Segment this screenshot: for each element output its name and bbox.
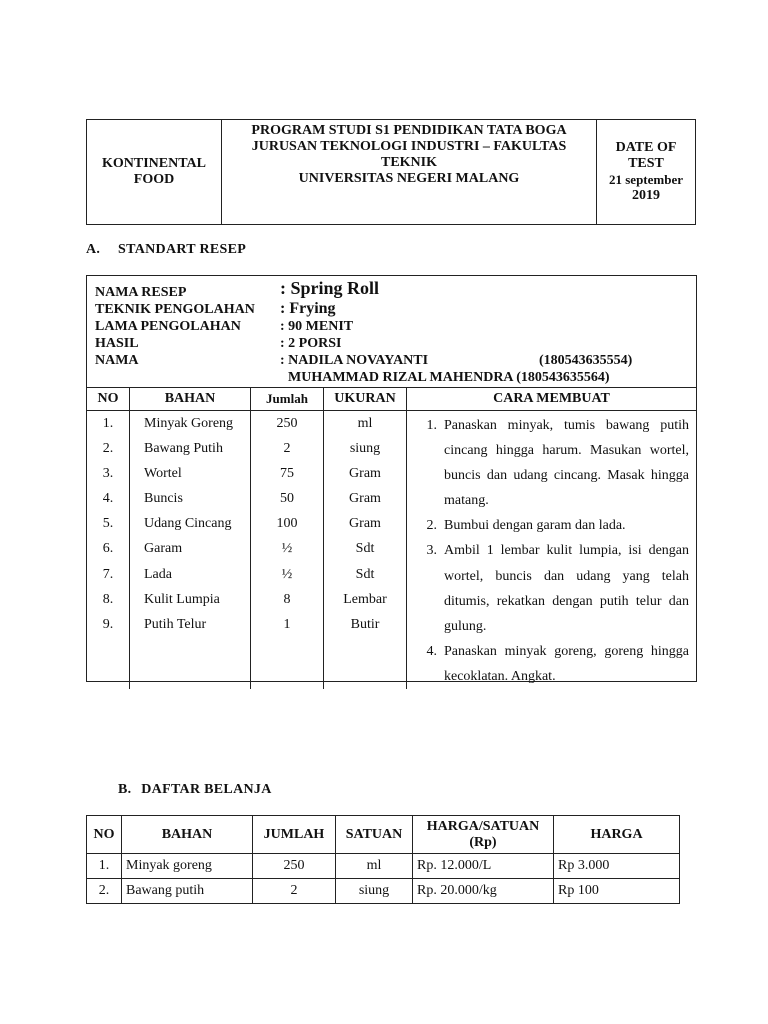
ingredients-table xyxy=(87,387,696,689)
ingredient-unit: Gram xyxy=(349,466,381,482)
recipe-duration-row xyxy=(95,319,353,335)
ingredient-unit: Gram xyxy=(349,491,381,507)
col-no-header: NO xyxy=(87,388,130,411)
method-step-text: Panaskan minyak goreng, goreng hingga kecoklatan. Angkat. xyxy=(444,643,689,684)
shop-unit-price: Rp. 20.000/kg xyxy=(413,879,554,904)
ingredient-name: Putih Telur xyxy=(144,616,207,632)
shop-qty: 2 xyxy=(253,879,336,904)
ingredient-name: Garam xyxy=(144,541,183,557)
ingredient-qty: ½ xyxy=(281,541,293,557)
ingredient-name: Minyak Goreng xyxy=(144,416,234,431)
header-institution-cell xyxy=(222,120,597,225)
ingredient-qty: ½ xyxy=(281,566,293,582)
recipe-technique-value: : Frying xyxy=(280,300,336,317)
shop-col-harga-header: HARGA xyxy=(554,816,680,854)
col-no-cells xyxy=(87,411,130,690)
ingredient-qty: 75 xyxy=(280,466,294,482)
recipe-author-label: NAMA xyxy=(95,353,139,368)
method-step-text: Ambil 1 lembar kulit lumpia, isi dengan wortel, buncis dan udang yang telah ditumis, rekatkan dengan putih telur dan gulung. xyxy=(444,543,689,634)
ingredient-name: Bawang Putih xyxy=(144,441,223,457)
method-step-number: 4. xyxy=(426,643,437,659)
header-institution-line: PROGRAM STUDI S1 PENDIDIKAN TATA BOGA xyxy=(251,123,567,138)
method-step xyxy=(407,413,689,513)
header-institution-line: JURUSAN TEKNOLOGI INDUSTRI – FAKULTAS xyxy=(251,139,567,154)
header-date-line: 2019 xyxy=(632,188,660,203)
ingredients-header-row xyxy=(87,388,696,411)
ingredient-name: Wortel xyxy=(144,466,182,482)
recipe-duration-label: LAMA PENGOLAHAN xyxy=(95,319,241,334)
shop-unit: siung xyxy=(336,879,413,904)
table-row xyxy=(87,854,680,879)
section-b-heading xyxy=(118,782,272,798)
section-a-letter: A. xyxy=(86,242,101,257)
ingredient-unit: Sdt xyxy=(355,566,375,582)
ingredient-no: 8. xyxy=(102,591,114,607)
header-institution-line: UNIVERSITAS NEGERI MALANG xyxy=(298,171,520,186)
method-step-number: 1. xyxy=(426,418,437,433)
recipe-author-2: MUHAMMAD RIZAL MAHENDRA (180543635564) xyxy=(288,370,610,385)
ingredient-name: Kulit Lumpia xyxy=(144,591,220,607)
section-a-title: STANDART RESEP xyxy=(118,242,247,257)
ingredient-name: Lada xyxy=(144,566,172,582)
header-institution-line: TEKNIK xyxy=(380,155,437,170)
col-ukuran-header: UKURAN xyxy=(324,388,407,411)
ingredient-name: Buncis xyxy=(144,491,183,507)
col-bahan-header: BAHAN xyxy=(130,388,251,411)
recipe-author-1: : NADILA NOVAYANTI xyxy=(280,353,429,368)
recipe-duration-value: : 90 MENIT xyxy=(280,319,354,334)
shop-qty: 250 xyxy=(253,854,336,879)
method-step-number: 2. xyxy=(426,518,437,534)
recipe-yield-value: : 2 PORSI xyxy=(280,336,342,351)
col-cara-header: CARA MEMBUAT xyxy=(407,388,697,411)
shop-item: Bawang putih xyxy=(122,879,253,904)
ingredient-no: 2. xyxy=(102,441,114,457)
recipe-name-value: : Spring Roll xyxy=(280,278,380,298)
ingredient-qty: 250 xyxy=(276,416,298,431)
shop-col-no-header: NO xyxy=(87,816,122,854)
table-row xyxy=(87,879,680,904)
shop-price: Rp 3.000 xyxy=(554,854,680,879)
recipe-author-row xyxy=(95,353,428,369)
header-date-line: TEST xyxy=(628,156,664,171)
ingredient-qty: 1 xyxy=(283,616,291,632)
recipe-technique-row xyxy=(95,301,336,318)
section-b-letter: B. xyxy=(118,782,132,797)
header-date-cell xyxy=(597,120,696,225)
header-date-line: 21 september xyxy=(608,172,683,187)
shopping-table xyxy=(86,815,680,904)
ingredient-unit: Butir xyxy=(350,616,380,632)
method-step xyxy=(407,513,689,538)
ingredient-name: Udang Cincang xyxy=(144,516,232,532)
header-course-cell xyxy=(87,120,222,225)
shop-no: 2. xyxy=(87,879,122,904)
ingredient-qty: 50 xyxy=(280,491,294,507)
ingredient-no: 1. xyxy=(102,416,114,431)
header-course-line: FOOD xyxy=(133,172,175,187)
recipe-name-row xyxy=(95,280,379,299)
document-header xyxy=(86,119,696,225)
col-jumlah-cells xyxy=(251,411,324,690)
shopping-header-row xyxy=(87,816,680,854)
ingredient-no: 9. xyxy=(102,616,114,632)
shop-col-harga-satuan-line: (Rp) xyxy=(469,834,497,850)
shop-col-bahan-header: BAHAN xyxy=(122,816,253,854)
shop-col-harga-satuan-header xyxy=(413,816,554,854)
shop-unit-price: Rp. 12.000/L xyxy=(413,854,554,879)
recipe-technique-label: TEKNIK PENGOLAHAN xyxy=(95,302,255,317)
ingredient-no: 4. xyxy=(102,491,114,507)
ingredient-unit: Sdt xyxy=(355,541,375,557)
method-step xyxy=(407,538,689,638)
section-b-title: DAFTAR BELANJA xyxy=(141,782,272,797)
ingredient-no: 6. xyxy=(102,541,114,557)
recipe-author-1-id: (180543635554) xyxy=(539,353,633,368)
col-jumlah-header: Jumlah xyxy=(251,388,324,411)
cooking-method-cell xyxy=(407,411,697,690)
ingredient-no: 3. xyxy=(102,466,114,482)
ingredient-qty: 100 xyxy=(276,516,298,532)
col-ukuran-cells xyxy=(324,411,407,690)
method-step-text: Bumbui dengan garam dan lada. xyxy=(444,518,626,534)
ingredient-qty: 8 xyxy=(283,591,291,607)
shop-no: 1. xyxy=(87,854,122,879)
ingredient-unit: Lembar xyxy=(343,591,387,607)
ingredient-no: 5. xyxy=(102,516,114,532)
header-date-line: DATE OF xyxy=(615,140,677,155)
ingredients-body-row xyxy=(87,411,696,690)
method-step-number: 3. xyxy=(426,543,437,559)
recipe-name-label: NAMA RESEP xyxy=(95,285,187,300)
ingredient-qty: 2 xyxy=(283,441,291,457)
shop-col-satuan-header: SATUAN xyxy=(336,816,413,854)
recipe-yield-label: HASIL xyxy=(95,336,139,351)
shop-col-harga-satuan-line: HARGA/SATUAN xyxy=(426,818,540,834)
ingredient-unit: siung xyxy=(349,441,381,457)
section-a-heading xyxy=(86,242,246,258)
header-course-line: KONTINENTAL xyxy=(102,156,206,171)
method-step-text: Panaskan minyak, tumis bawang putih cincang hingga harum. Masukan wortel, buncis dan udang cincang. Masak hingga matang. xyxy=(444,418,689,509)
shop-col-jumlah-header: JUMLAH xyxy=(253,816,336,854)
shop-item: Minyak goreng xyxy=(122,854,253,879)
method-step xyxy=(407,639,689,689)
shop-price: Rp 100 xyxy=(554,879,680,904)
shop-unit: ml xyxy=(336,854,413,879)
recipe-box xyxy=(86,275,697,682)
ingredient-unit: ml xyxy=(357,416,373,431)
col-bahan-cells xyxy=(130,411,251,690)
ingredient-unit: Gram xyxy=(349,516,381,532)
recipe-yield-row xyxy=(95,336,341,352)
ingredient-no: 7. xyxy=(102,566,114,582)
